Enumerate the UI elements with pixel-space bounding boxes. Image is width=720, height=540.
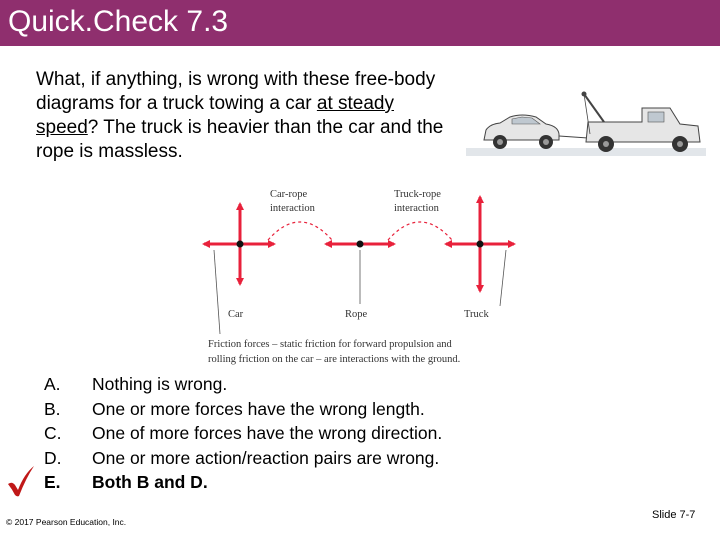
car-rope-interaction-arc — [268, 222, 332, 240]
truck-free-body-diagram — [446, 197, 514, 291]
caption-line2: rolling friction on the car – are interactions with the ground. — [208, 354, 461, 365]
label-truck-rope-line1: Truck-rope — [394, 189, 441, 200]
free-body-diagrams — [190, 180, 520, 370]
car-drawing — [484, 115, 559, 149]
label-rope: Rope — [345, 309, 368, 320]
caption-line1: Friction forces – static friction for forward propulsion and — [208, 339, 452, 350]
car-particle — [237, 241, 244, 248]
truck-leader-line — [500, 250, 506, 306]
rope-particle — [357, 241, 364, 248]
copyright-notice: © 2017 Pearson Education, Inc. — [6, 517, 127, 527]
car-free-body-diagram — [204, 204, 274, 284]
option-letter: B. — [44, 398, 61, 419]
label-car-rope-line1: Car-rope — [270, 189, 308, 200]
label-truck-rope-line2: interaction — [394, 203, 439, 214]
label-car: Car — [228, 309, 244, 320]
truck-particle — [477, 241, 484, 248]
question-text — [36, 68, 446, 164]
truck-drawing — [582, 92, 701, 153]
option-text: Both B and D. — [92, 472, 208, 492]
title-bar — [0, 0, 720, 46]
checkmark-icon — [6, 464, 36, 498]
car-leader-line — [214, 250, 220, 334]
option-letter: A. — [44, 374, 61, 394]
truck-rope-interaction-arc — [388, 222, 452, 240]
slide-number: Slide 7-7 — [652, 509, 696, 521]
option-letter: E. — [44, 472, 61, 492]
question-part-3: ? The truck is heavier than the car and the rope is massless. — [36, 117, 444, 162]
question-part-1: What, if anything, is wrong with these free-body diagrams for a truck towing a car — [36, 69, 436, 114]
option-text: One of more forces have the wrong direction. — [92, 423, 443, 443]
slide-title: Quick.Check 7.3 — [8, 5, 229, 38]
option-letter: D. — [44, 447, 62, 468]
option-text: One or more forces have the wrong length. — [92, 398, 425, 419]
option-text: Nothing is wrong. — [92, 374, 228, 394]
label-truck: Truck — [464, 309, 489, 320]
label-car-rope-line2: interaction — [270, 203, 315, 214]
option-letter: C. — [44, 423, 62, 443]
option-text: One or more action/reaction pairs are wrong. — [92, 447, 440, 468]
truck-towing-car-illustration — [466, 82, 706, 164]
tow-rope — [559, 136, 588, 138]
rope-free-body-diagram — [326, 241, 394, 248]
question-emphasis: at steady speed — [36, 93, 394, 138]
